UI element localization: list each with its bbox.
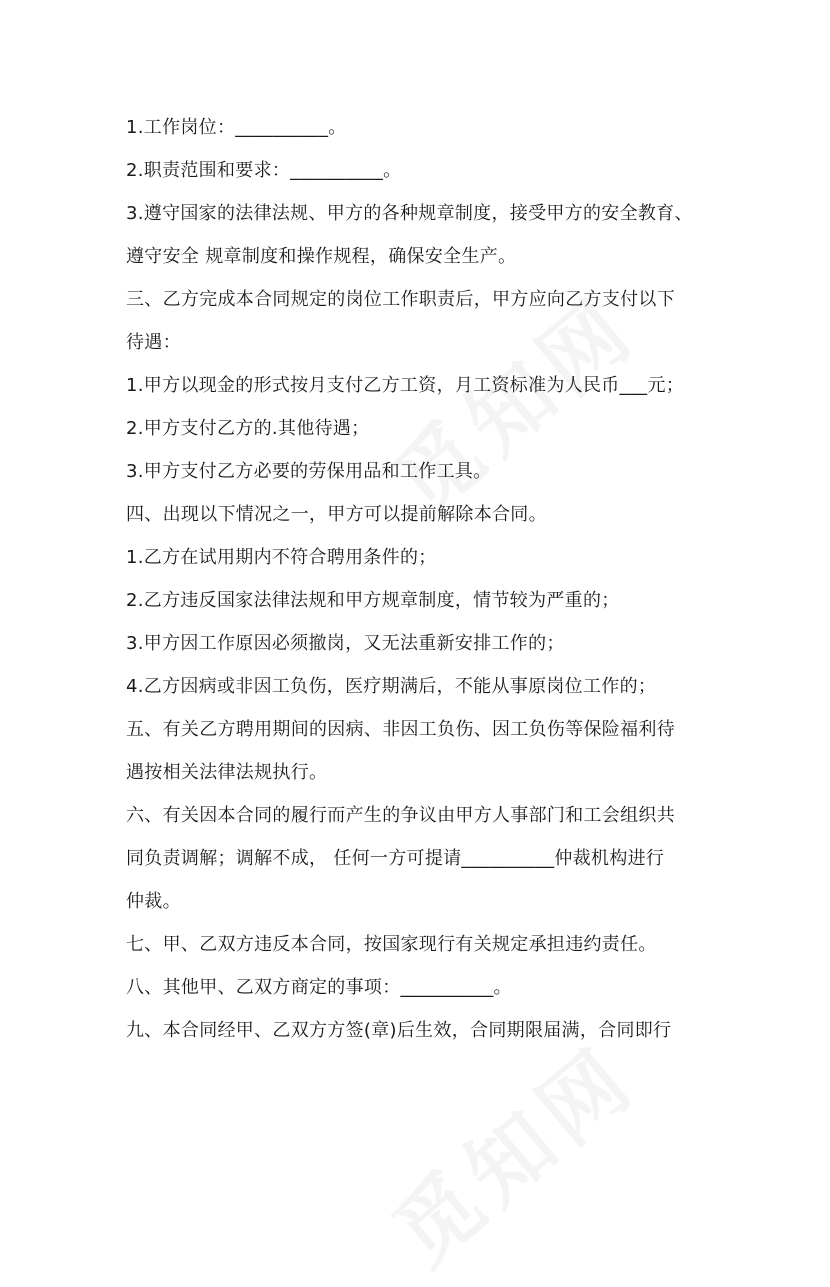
doc-line: 同负责调解；调解不成， 任何一方可提请__________仲裁机构进行 [126, 848, 665, 869]
doc-line: 七、甲、乙双方违反本合同，按国家现行有关规定承担违约责任。 [126, 934, 657, 955]
doc-line: 九、本合同经甲、乙双方方签(章)后生效，合同期限届满，合同即行 [126, 1020, 672, 1041]
doc-line: 遵守安全 规章制度和操作规程，确保安全生产。 [126, 246, 517, 267]
doc-line: 遇按相关法律法规执行。 [126, 762, 328, 783]
doc-line: 五、有关乙方聘用期间的因病、非因工负伤、因工负伤等保险福利待 [126, 719, 675, 740]
doc-line: 三、乙方完成本合同规定的岗位工作职责后，甲方应向乙方支付以下 [126, 289, 675, 310]
doc-line: 4.乙方因病或非因工负伤，医疗期满后，不能从事原岗位工作的； [126, 676, 657, 697]
doc-line: 仲裁。 [126, 891, 181, 912]
doc-line: 1.乙方在试用期内不符合聘用条件的； [126, 547, 437, 568]
doc-line: 1.工作岗位：__________。 [126, 117, 347, 138]
doc-line: 1.甲方以现金的形式按月支付乙方工资，月工资标准为人民币___元； [126, 375, 685, 396]
doc-line: 2.乙方违反国家法律法规和甲方规章制度，情节较为严重的； [126, 590, 620, 611]
doc-line: 2.甲方支付乙方的.其他待遇； [126, 418, 370, 439]
doc-line: 2.职责范围和要求：__________。 [126, 160, 402, 181]
doc-line: 3.甲方因工作原因必须撤岗，又无法重新安排工作的； [126, 633, 565, 654]
doc-line: 八、其他甲、乙双方商定的事项：__________。 [126, 977, 512, 998]
doc-line: 四、出现以下情况之一，甲方可以提前解除本合同。 [126, 504, 547, 525]
watermark [364, 1014, 658, 1287]
doc-line: 六、有关因本合同的履行而产生的争议由甲方人事部门和工会组织共 [126, 805, 675, 826]
doc-line: 3.甲方支付乙方必要的劳保用品和工作工具。 [126, 461, 492, 482]
doc-line: 3.遵守国家的法律法规、甲方的各种规章制度，接受甲方的安全教育、 [126, 203, 693, 224]
doc-line: 待遇： [126, 332, 181, 353]
